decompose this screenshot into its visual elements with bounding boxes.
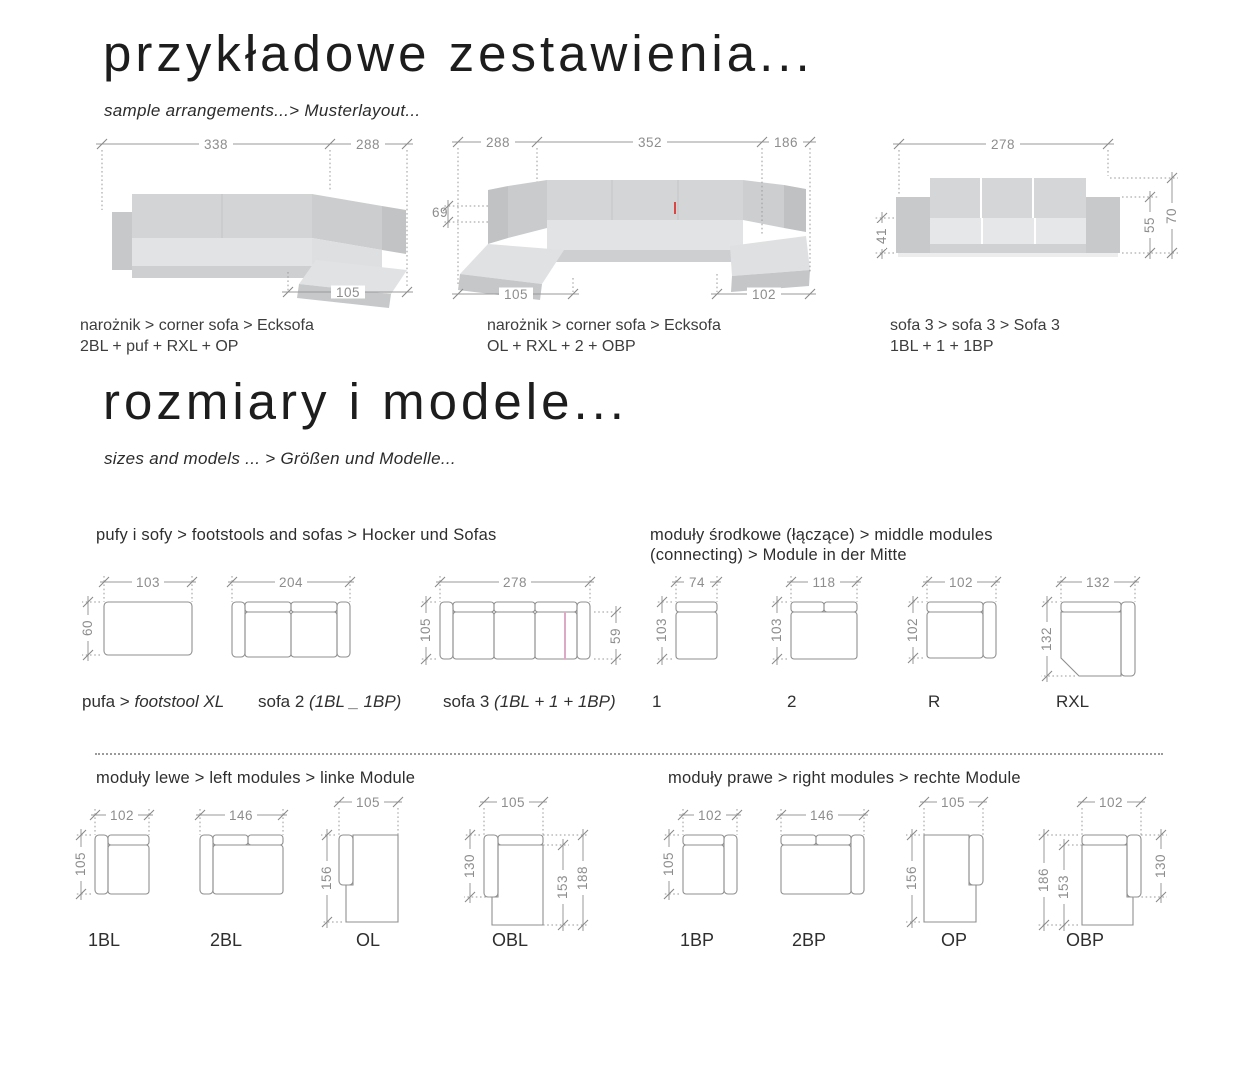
module-label-1BP: 1BP [680, 930, 715, 950]
dim-value: 105 [335, 285, 361, 300]
module-label-OP: OP [941, 930, 968, 950]
diagram-dimensions [195, 808, 288, 835]
diagram-module-RXL [1026, 562, 1176, 692]
diagram-module-1 [640, 562, 750, 682]
label-text-italic: footstool XL [134, 692, 225, 711]
dim-value: 132 [1085, 575, 1111, 590]
dim-value: 204 [278, 575, 304, 590]
right-modules-section-header: moduły prawe > right modules > rechte Module [668, 769, 1021, 787]
diagram-dimensions [1037, 575, 1140, 682]
dim-value: 146 [809, 808, 835, 823]
page-title: przykładowe zestawienia... [103, 25, 814, 82]
arrangement-figure-sofa3 [858, 126, 1193, 316]
diagram-dimensions [227, 575, 355, 602]
module-label-1: 1 [652, 692, 662, 711]
diagram-module-OL [315, 792, 435, 937]
diagram-module-OBP [1020, 792, 1195, 937]
dim-value: 278 [990, 137, 1016, 152]
module-label-1BL: 1BL [88, 930, 121, 950]
dim-value: 146 [228, 808, 254, 823]
dim-value: 288 [485, 135, 511, 150]
module-label-R: R [928, 692, 941, 711]
dim-value: 188 [575, 865, 590, 891]
dim-value: 156 [319, 865, 334, 891]
diagram-dimensions [902, 795, 988, 928]
header-line-1: moduły środkowe (łączące) > middle modules [650, 526, 993, 544]
dim-value: 105 [503, 287, 529, 302]
section-title: rozmiary i modele... [103, 373, 628, 430]
figure-caption-1 [80, 315, 314, 357]
module-label-2BP: 2BP [792, 930, 827, 950]
diagram-pufa [58, 562, 228, 682]
label-text: sofa 3 [443, 692, 495, 711]
dim-value: 105 [661, 851, 676, 877]
module-label-OL: OL [356, 930, 381, 950]
diagram-dimensions [652, 575, 722, 665]
figure-formula: 1BL + 1 + 1BP [890, 338, 994, 355]
figure-caption-3 [890, 315, 1060, 357]
dim-value: 60 [80, 619, 95, 637]
dim-value: 105 [355, 795, 381, 810]
module-label-sofa2 [258, 692, 401, 712]
diagram-dimensions [659, 808, 742, 900]
dim-value: 102 [751, 287, 777, 302]
diagram-dimensions [416, 575, 623, 665]
footstools-section-header: pufy i sofy > footstools and sofas > Hocker und Sofas [96, 526, 497, 544]
section-subtitle: sizes and models ... > Größen und Modelle... [104, 449, 456, 468]
diagram-module-R [893, 562, 1023, 682]
dim-value: 118 [812, 575, 836, 590]
diagram-module-2BL [180, 792, 335, 937]
dim-value: 352 [637, 135, 663, 150]
module-label-2BL: 2BL [210, 930, 243, 950]
dim-value: 288 [355, 137, 381, 152]
dim-value: 55 [1142, 216, 1157, 234]
dim-value: 69 [432, 205, 449, 220]
diagram-dimensions [776, 808, 869, 835]
dim-value: 130 [1153, 853, 1168, 879]
figure-caption-2 [487, 315, 721, 357]
arrangement-figure-corner-sofa-2 [432, 126, 832, 316]
page-subtitle: sample arrangements...> Musterlayout... [104, 101, 421, 120]
dim-value: 102 [109, 808, 135, 823]
module-label-pufa [82, 692, 224, 712]
dim-value: 186 [1036, 867, 1051, 893]
dim-value: 102 [697, 808, 723, 823]
diagram-dimensions [1034, 795, 1168, 931]
diagram-module-1BP [650, 792, 780, 937]
dim-value: 105 [940, 795, 966, 810]
label-text: pufa > [82, 692, 135, 711]
dim-value: 105 [418, 617, 433, 643]
dim-value: 59 [608, 627, 623, 645]
figure-formula: OL + RXL + 2 + OBP [487, 338, 636, 355]
arrangement-figure-corner-sofa-1 [68, 126, 438, 316]
dim-value: 74 [688, 575, 706, 590]
dim-value: 153 [1056, 874, 1071, 900]
dim-value: 103 [654, 617, 669, 643]
diagram-module-OP [900, 792, 1020, 937]
middle-modules-section-header [650, 525, 993, 565]
diagram-module-OBL [448, 792, 613, 937]
diagram-dimensions [78, 575, 197, 661]
diagram-dimensions [767, 575, 862, 665]
left-modules-section-header: moduły lewe > left modules > linke Module [96, 769, 416, 787]
dim-value: 70 [1164, 207, 1179, 225]
module-label-sofa3 [443, 692, 616, 712]
module-label-OBP: OBP [1066, 930, 1105, 950]
dim-value: 156 [904, 865, 919, 891]
diagram-dimensions [903, 575, 1001, 664]
diagram-dimensions [460, 795, 590, 931]
dim-value: 130 [462, 853, 477, 879]
figure-name: narożnik > corner sofa > Ecksofa [487, 317, 721, 334]
dotted-divider [95, 753, 1163, 755]
label-text-italic: (1BL _ 1BP) [309, 692, 402, 711]
dim-value: 338 [203, 137, 229, 152]
diagram-module-2BP [763, 792, 918, 937]
sofa3-illustration [896, 178, 1120, 257]
label-text: sofa 2 [258, 692, 310, 711]
module-label-OBL: OBL [492, 930, 529, 950]
diagram-dimensions [71, 808, 154, 900]
diagram-sofa2 [210, 562, 415, 682]
diagram-dimensions [317, 795, 403, 928]
diagram-module-2 [755, 562, 895, 682]
dim-value: 102 [905, 617, 920, 643]
dim-value: 105 [73, 851, 88, 877]
diagram-sofa3 [410, 562, 645, 682]
dim-value: 153 [555, 874, 570, 900]
label-text-italic: (1BL + 1 + 1BP) [494, 692, 616, 711]
dim-value: 102 [1098, 795, 1124, 810]
dim-value: 132 [1039, 626, 1054, 652]
corner-sofa-illustration [458, 180, 810, 300]
dim-value: 102 [948, 575, 974, 590]
dim-value: 103 [769, 617, 784, 643]
figure-name: narożnik > corner sofa > Ecksofa [80, 317, 314, 334]
module-label-2: 2 [787, 692, 797, 711]
figure-name: sofa 3 > sofa 3 > Sofa 3 [890, 317, 1060, 334]
dim-value: 186 [773, 135, 799, 150]
dim-value: 41 [874, 227, 889, 245]
dim-value: 105 [500, 795, 526, 810]
dim-value: 278 [502, 575, 528, 590]
diagram-module-1BL [62, 792, 192, 937]
header-line-2: (connecting) > Module in der Mitte [650, 546, 907, 564]
dim-value: 103 [135, 575, 161, 590]
module-label-RXL: RXL [1056, 692, 1090, 711]
figure-formula: 2BL + puf + RXL + OP [80, 338, 239, 355]
